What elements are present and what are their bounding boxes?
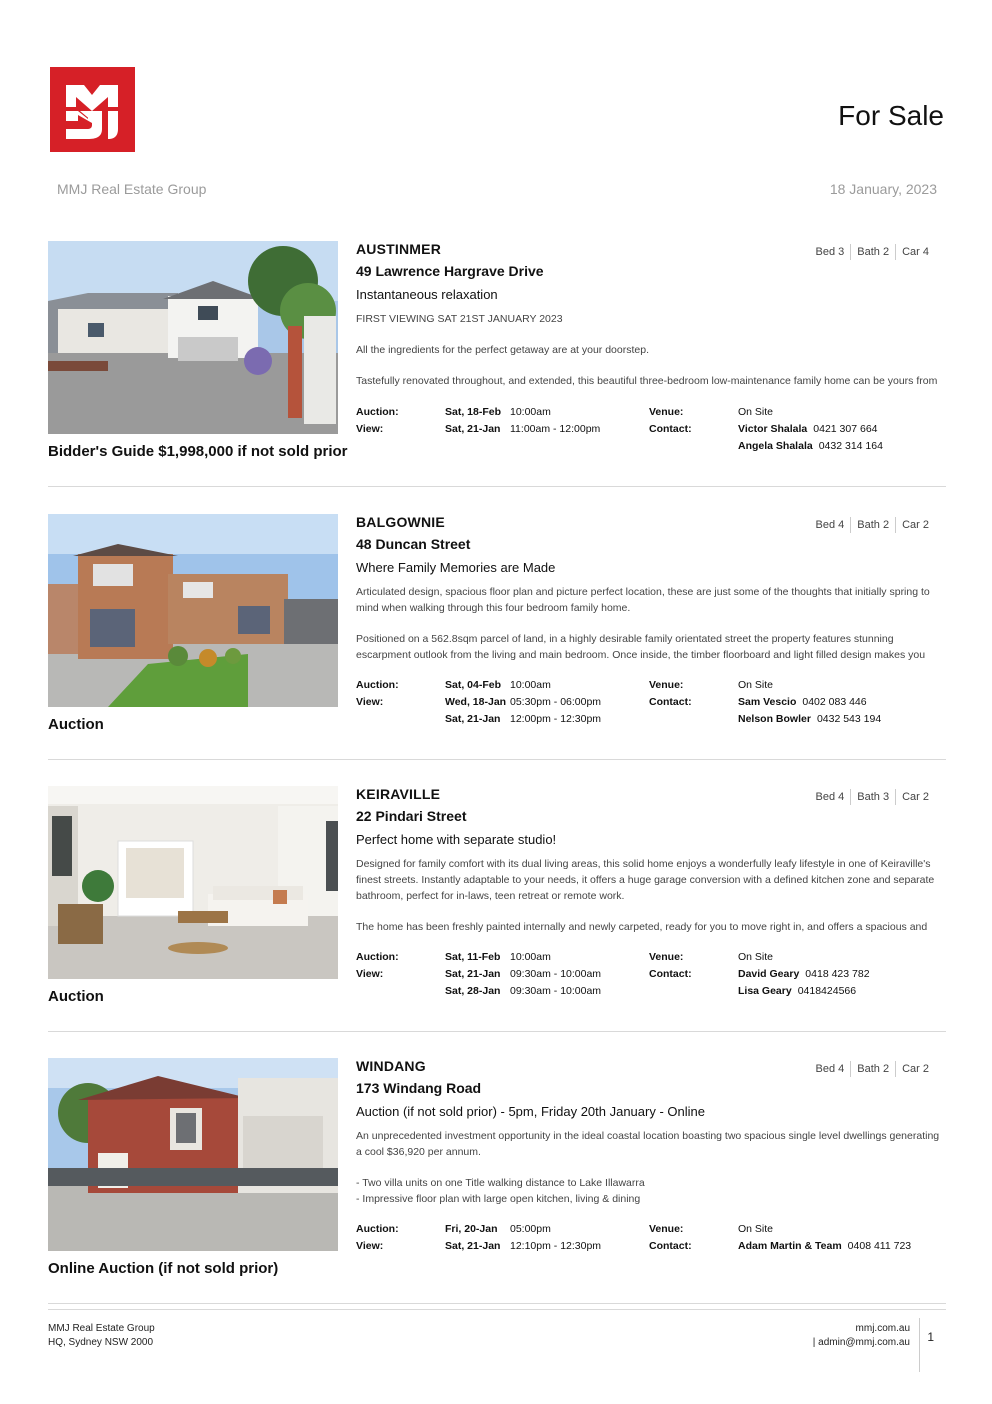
bed-count: Bed 3 xyxy=(815,246,845,258)
description-paragraph: Tastefully renovated throughout, and extended, this beautiful three-bedroom low-maintenance family home can be yours from xyxy=(356,375,938,387)
listing-headline: Auction (if not sold prior) - 5pm, Friday 20th January - Online xyxy=(356,1104,705,1119)
car-count: Car 2 xyxy=(895,1061,935,1077)
description-paragraph: All the ingredients for the perfect getaway are at your doorstep. xyxy=(356,344,650,356)
auction-time: 05:00pm xyxy=(510,1223,551,1235)
car-count: Car 2 xyxy=(895,789,935,805)
bath-count: Bath 2 xyxy=(850,244,895,260)
view-time: 11:00am - 12:00pm xyxy=(510,423,601,435)
auction-label: Auction: xyxy=(356,679,399,691)
view-label: View: xyxy=(356,968,384,980)
suburb: BALGOWNIE xyxy=(356,514,445,530)
agent-name: Adam Martin & Team xyxy=(738,1240,842,1252)
footer-address: HQ, Sydney NSW 2000 xyxy=(48,1337,154,1348)
view-time: 09:30am - 10:00am xyxy=(510,985,602,997)
agent-name: Sam Vescio xyxy=(738,696,797,708)
agent-contact[interactable] xyxy=(738,440,883,452)
description-paragraph: - Two villa units on one Title walking distance to Lake Illawarra xyxy=(356,1177,645,1189)
view-date: Sat, 28-Jan xyxy=(445,985,501,997)
listing-divider xyxy=(48,486,946,487)
listing-card[interactable] xyxy=(48,241,946,513)
auction-date: Fri, 20-Jan xyxy=(445,1223,498,1235)
footer-divider xyxy=(48,1309,946,1310)
contact-label: Contact: xyxy=(649,696,692,708)
footer-contact-block xyxy=(813,1322,910,1350)
view-time: 12:10pm - 12:30pm xyxy=(510,1240,602,1252)
property-photo[interactable] xyxy=(48,241,338,434)
contact-label: Contact: xyxy=(649,1240,692,1252)
listing-info xyxy=(356,241,946,452)
auction-label: Auction: xyxy=(356,406,399,418)
agent-contact[interactable] xyxy=(738,985,856,997)
suburb: AUSTINMER xyxy=(356,241,442,257)
description-paragraph: Positioned on a 562.8sqm parcel of land, in a highly desirable family orientated street the property features stunning escarpment outlook from the living and main bedroom. Once inside, the timber floorboard and light filled design makes you xyxy=(356,633,926,661)
agent-name: Angela Shalala xyxy=(738,440,813,452)
footer-page-divider xyxy=(919,1318,920,1372)
street-address[interactable]: 49 Lawrence Hargrave Drive xyxy=(356,263,544,279)
description-paragraph: The home has been freshly painted internally and newly carpeted, ready for you to move right in, and offers a spacious and xyxy=(356,921,928,933)
view-date: Wed, 18-Jan xyxy=(445,696,507,708)
street-address[interactable]: 173 Windang Road xyxy=(356,1080,482,1096)
inspection-details xyxy=(356,679,946,730)
listing-divider xyxy=(48,1303,946,1304)
agent-name: Lisa Geary xyxy=(738,985,792,997)
mmj-logo xyxy=(50,67,135,152)
auction-time: 10:00am xyxy=(510,406,551,418)
car-count: Car 2 xyxy=(895,517,935,533)
agent-contact[interactable] xyxy=(738,696,867,708)
page-number: 1 xyxy=(927,1330,934,1344)
listing-info xyxy=(356,786,946,997)
bed-count: Bed 4 xyxy=(815,791,845,803)
view-time: 12:00pm - 12:30pm xyxy=(510,713,602,725)
price-guide: Auction xyxy=(48,988,104,1005)
agent-contact[interactable] xyxy=(738,968,870,980)
inspection-details xyxy=(356,406,946,457)
report-date: 18 January, 2023 xyxy=(829,181,937,197)
listing-divider xyxy=(48,759,946,760)
property-features xyxy=(810,1061,935,1077)
agent-phone[interactable]: 0432 314 164 xyxy=(818,440,883,452)
listing-card[interactable] xyxy=(48,1058,946,1330)
agent-contact[interactable] xyxy=(738,713,881,725)
property-features xyxy=(810,244,935,260)
street-address[interactable]: 22 Pindari Street xyxy=(356,808,467,824)
listing-headline: Where Family Memories are Made xyxy=(356,560,556,575)
view-date: Sat, 21-Jan xyxy=(445,1240,501,1252)
venue-label: Venue: xyxy=(649,406,684,418)
listing-description xyxy=(356,584,946,669)
price-guide: Auction xyxy=(48,716,104,733)
auction-date: Sat, 18-Feb xyxy=(445,406,502,418)
view-date: Sat, 21-Jan xyxy=(445,423,501,435)
property-features xyxy=(810,517,935,533)
price-guide: Online Auction (if not sold prior) xyxy=(48,1260,279,1277)
bath-count: Bath 2 xyxy=(850,517,895,533)
property-photo[interactable] xyxy=(48,786,338,979)
venue-label: Venue: xyxy=(649,679,684,691)
auction-label: Auction: xyxy=(356,951,399,963)
page-footer xyxy=(48,1320,946,1370)
street-address[interactable]: 48 Duncan Street xyxy=(356,536,471,552)
venue: On Site xyxy=(738,951,774,963)
auction-date: Sat, 11-Feb xyxy=(445,951,501,963)
listing-description xyxy=(356,311,946,396)
venue-label: Venue: xyxy=(649,951,684,963)
agent-phone[interactable]: 0432 543 194 xyxy=(816,713,882,725)
property-photo[interactable] xyxy=(48,514,338,707)
view-date: Sat, 21-Jan xyxy=(445,713,501,725)
listing-headline: Instantaneous relaxation xyxy=(356,287,498,302)
description-paragraph: - Impressive floor plan with large open kitchen, living & dining xyxy=(356,1193,641,1205)
venue-label: Venue: xyxy=(649,1223,684,1235)
listing-info xyxy=(356,1058,946,1252)
document-title: For Sale xyxy=(838,100,944,131)
venue: On Site xyxy=(738,1223,774,1235)
property-features xyxy=(810,789,935,805)
contact-label: Contact: xyxy=(649,423,692,435)
contact-label: Contact: xyxy=(649,968,692,980)
view-time: 09:30am - 10:00am xyxy=(510,968,602,980)
view-label: View: xyxy=(356,696,384,708)
auction-time: 10:00am xyxy=(510,951,551,963)
agent-phone[interactable]: 0408 411 723 xyxy=(847,1240,912,1252)
listing-description xyxy=(356,1128,946,1213)
description-paragraph: An unprecedented investment opportunity in the ideal coastal location boasting two spacious single level dwellings generating a cool $36,920 per annum. xyxy=(356,1130,940,1158)
auction-label: Auction: xyxy=(356,1223,399,1235)
suburb: WINDANG xyxy=(356,1058,426,1074)
venue: On Site xyxy=(738,679,774,691)
bed-count: Bed 4 xyxy=(815,519,845,531)
bed-count: Bed 4 xyxy=(815,1063,845,1075)
suburb: KEIRAVILLE xyxy=(356,786,441,802)
mmj-logo-icon xyxy=(50,67,135,152)
view-label: View: xyxy=(356,1240,384,1252)
footer-email-link[interactable]: | admin@mmj.com.au xyxy=(812,1337,910,1348)
agent-name: Nelson Bowler xyxy=(738,713,811,725)
view-label: View: xyxy=(356,423,384,435)
agency-name: MMJ Real Estate Group xyxy=(57,181,207,197)
inspection-details xyxy=(356,1223,946,1257)
listing-description xyxy=(356,856,946,941)
footer-agency: MMJ Real Estate Group xyxy=(48,1323,155,1334)
description-paragraph: Articulated design, spacious floor plan and picture perfect location, these are just some of the thoughts that initially spring to mind when walking through this four bedroom family home. xyxy=(356,586,930,614)
listing-headline: Perfect home with separate studio! xyxy=(356,832,557,847)
agent-name: David Geary xyxy=(738,968,800,980)
inspection-details xyxy=(356,951,946,1002)
agent-name: Victor Shalala xyxy=(738,423,808,435)
listing-card[interactable] xyxy=(48,786,946,1058)
property-photo[interactable] xyxy=(48,1058,338,1251)
agent-contact[interactable] xyxy=(738,1240,911,1252)
description-paragraph: Designed for family comfort with its dual living areas, this solid home enjoys a wonderfully leafy lifestyle in one of Keiraville's finest streets. Instantly adaptable to your needs, it offers a huge garage conversion with a defined kitchen zone and separate bathroom, perfect for in-laws, teen retreat or remote work. xyxy=(356,858,935,902)
auction-date: Sat, 04-Feb xyxy=(445,679,502,691)
agent-phone[interactable]: 0421 307 664 xyxy=(813,423,878,435)
agent-contact[interactable] xyxy=(738,423,878,435)
listing-card[interactable] xyxy=(48,514,946,786)
agent-phone[interactable]: 0418424566 xyxy=(797,985,857,997)
price-guide: Bidder's Guide $1,998,000 if not sold prior xyxy=(48,443,348,460)
listing-divider xyxy=(48,1031,946,1032)
view-time: 05:30pm - 06:00pm xyxy=(510,696,602,708)
listing-info xyxy=(356,514,946,725)
bath-count: Bath 2 xyxy=(850,1061,895,1077)
footer-agency-block xyxy=(48,1322,155,1350)
car-count: Car 4 xyxy=(895,244,935,260)
view-date: Sat, 21-Jan xyxy=(445,968,501,980)
auction-time: 10:00am xyxy=(510,679,551,691)
bath-count: Bath 3 xyxy=(850,789,895,805)
description-paragraph: FIRST VIEWING SAT 21ST JANUARY 2023 xyxy=(356,313,563,325)
footer-website-link[interactable]: mmj.com.au xyxy=(855,1323,910,1334)
agent-phone[interactable]: 0402 083 446 xyxy=(802,696,867,708)
agent-phone[interactable]: 0418 423 782 xyxy=(805,968,870,980)
venue: On Site xyxy=(738,406,774,418)
